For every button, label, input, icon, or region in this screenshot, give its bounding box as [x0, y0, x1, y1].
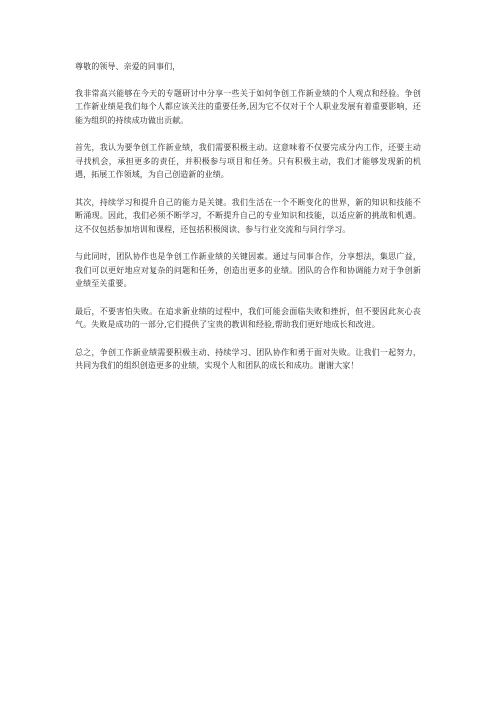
paragraph-proactive: 首先，我认为要争创工作新业绩，我们需要积极主动。这意味着不仅要完成分内工作，还要主动寻找机会，承担更多的责任，并积极参与项目和任务。只有积极主动，我们才能够发现新的机遇，拓展工作领域，为自己创造新的业绩。: [75, 143, 421, 179]
greeting: 尊敬的领导、亲爱的同事们，: [75, 62, 181, 71]
paragraph-failure: 最后，不要害怕失败。在追求新业绩的过程中，我们可能会面临失败和挫折，但不要因此灰心丧气。失败是成功的一部分,它们提供了宝贵的教训和经验,帮助我们更好地成长和改进。: [75, 306, 421, 329]
paragraph-teamwork: 与此同时，团队协作也是争创工作新业绩的关键因素。通过与同事合作，分享想法，集思广益，我们可以更好地应对复杂的问题和任务，创造出更多的业绩。团队的合作和协调能力对于争创新业绩至关重要。: [75, 252, 421, 288]
paragraph-conclusion: 总之，争创工作新业绩需要积极主动、持续学习、团队协作和勇于面对失败。让我们一起努力，共同为我们的组织创造更多的业绩，实现个人和团队的成长和成功。谢谢大家！: [75, 347, 421, 370]
paragraph-learning: 其次，持续学习和提升自己的能力是关键。我们生活在一个不断变化的世界，新的知识和技能不断涌现。因此，我们必须不断学习，不断提升自己的专业知识和技能，以适应新的挑战和机遇。这不仅包括参加培训和课程，还包括积极阅读、参与行业交流和与同行学习。: [75, 197, 421, 234]
paragraph-intro: 我非常高兴能够在今天的专题研讨中分享一些关于如何争创工作新业绩的个人观点和经验。争创工作新业绩是我们每个人都应该关注的重要任务,因为它不仅对于个人职业发展有着重要影响，还能为组织的持续成功做出贡献。: [75, 88, 421, 125]
document-body: [75, 60, 421, 387]
